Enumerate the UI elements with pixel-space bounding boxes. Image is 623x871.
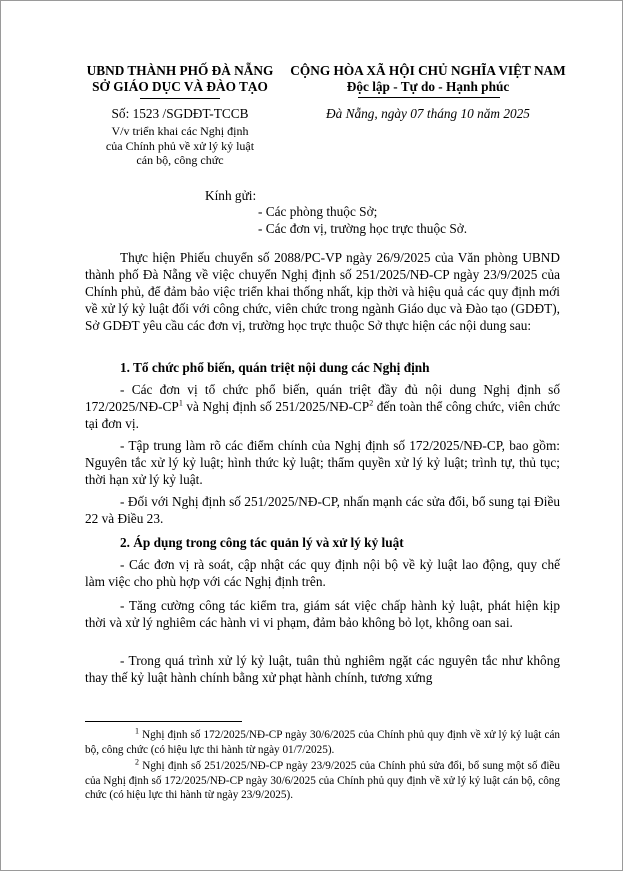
footnote-ref-2[interactable]: 2 [369,398,374,408]
intro-text: Thực hiện Phiếu chuyển số 2088/PC-VP ngày 26/9/2025 của Văn phòng UBND thành phố Đà Nẵng về việc chuyển Nghị định số 251/2025/NĐ-CP ngày 23/9/2025 của Chính phủ, để đảm bảo việc triển khai thống nhất, kịp thời và hiệu quả các quy định mới về xử lý kỷ luật đối với công chức, viên chức trong ngành Giáo dục và Đào tạo (GDĐT), Sở GDĐT yêu cầu các đơn vị, trường học trực thuộc Sở thực hiện các nội dung sau: [85,250,560,333]
subject-line-1: V/v triển khai các Nghị định [111,124,249,138]
agency-underline [140,98,220,99]
national-title: CỘNG HÒA XÃ HỘI CHỦ NGHĨA VIỆT NAM [290,63,566,78]
footnote-mark: 2 [135,757,139,767]
paragraph-text: - Trong quá trình xử lý kỷ luật, tuân thủ nghiêm ngặt các nguyên tắc như không thay thế kỷ luật hành chính bằng xử phạt hành chính, tương xứng [85,653,560,685]
motto-underline [358,97,500,98]
agency-line-1: UBND THÀNH PHỐ ĐÀ NẴNG [86,63,274,78]
recipient-item: - Các đơn vị, trường học trực thuộc Sở. [258,221,468,236]
section-1-paragraph-2 [85,437,560,488]
recipients-label: Kính gửi: [205,188,257,203]
section-2-heading: 2. Áp dụng trong công tác quản lý và xử lý kỷ luật [120,535,404,550]
paragraph-text: - Đối với Nghị định số 251/2025/NĐ-CP, nhấn mạnh các sửa đổi, bổ sung tại Điều 22 và Điều 23. [85,494,560,526]
section-2-paragraph-2 [85,597,560,631]
paragraph-text: - Tăng cường công tác kiểm tra, giám sát việc chấp hành kỷ luật, phát hiện kịp thời và xử lý nghiêm các hành vi vi phạm, đảm bảo không bỏ lọt, không oan sai. [85,598,560,630]
intro-paragraph [85,249,560,334]
paragraph-text: - Các đơn vị rà soát, cập nhật các quy định nội bộ về kỷ luật lao động, quy chế làm việc cho phù hợp với các Nghị định trên. [85,557,560,589]
document-number: Số: 1523 /SGDĐT-TCCB [111,106,249,121]
national-motto: Độc lập - Tự do - Hạnh phúc [346,79,510,94]
place-and-date: Đà Nẵng, ngày 07 tháng 10 năm 2025 [326,106,530,121]
footnote-mark: 1 [135,726,139,736]
footnote-1 [85,728,560,757]
section-1-heading: 1. Tổ chức phổ biến, quán triệt nội dung các Nghị định [120,360,430,375]
paragraph-text: và Nghị định số 251/2025/NĐ-CP [182,399,370,414]
footnote-2 [85,759,560,803]
agency-line-2: SỞ GIÁO DỤC VÀ ĐÀO TẠO [92,79,268,94]
footnote-separator [85,721,242,722]
section-1-paragraph-1 [85,381,560,432]
section-2-paragraph-1 [85,556,560,590]
paragraph-text: đến toàn thể công chức, viên chức tại đơn vị. [85,399,560,431]
footnote-ref-1[interactable]: 1 [178,398,183,408]
footnote-text: Nghị định số 172/2025/NĐ-CP ngày 30/6/2025 của Chính phủ quy định về xử lý kỷ luật cán bộ, công chức (có hiệu lực thi hành từ ngày 01/7/2025). [85,729,560,756]
subject-line-3: cán bộ, công chức [136,153,224,167]
section-2-paragraph-3 [85,652,560,686]
paragraph-text: - Tập trung làm rõ các điểm chính của Nghị định số 172/2025/NĐ-CP, bao gồm: Nguyên tắc xử lý kỷ luật; hình thức kỷ luật; thẩm quyền xử lý kỷ luật; trình tự, thủ tục; thời hạn xử lý kỷ luật. [85,438,560,487]
recipient-item: - Các phòng thuộc Sở; [258,204,378,219]
footnote-text: Nghị định số 251/2025/NĐ-CP ngày 23/9/2025 của Chính phủ sửa đổi, bổ sung một số điều của Nghị định số 172/2025/NĐ-CP ngày 30/6/2025 của Chính phủ quy định về xử lý kỷ luật cán bộ, công chức (có hiệu lực thi hành từ ngày 23/9/2025). [85,760,560,801]
subject-line-2: của Chính phủ về xử lý kỷ luật [105,138,255,153]
paragraph-text: - Các đơn vị tổ chức phổ biến, quán triệt đầy đủ nội dung Nghị định số 172/2025/NĐ-CP [85,382,560,414]
section-1-paragraph-3 [85,493,560,527]
